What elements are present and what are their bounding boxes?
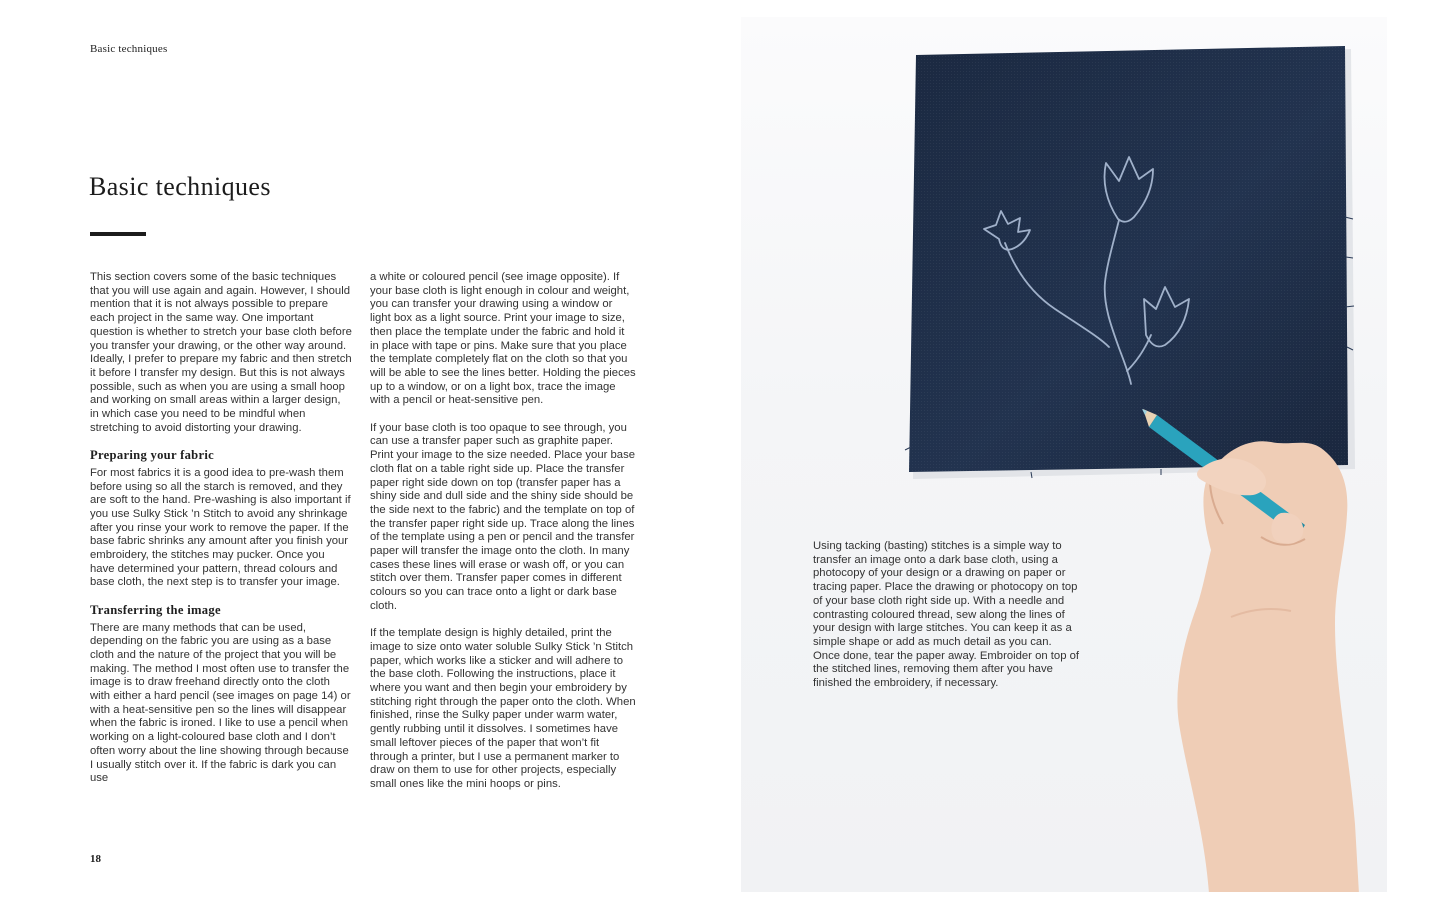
light-box-paragraph: a white or coloured pencil (see image opposite). If your base cloth is light enough in colour and weight, you can transfer your drawing using a window or light box as a light source. Print your image to size, then place the template under the fabric and hold it in place with tape or pins. Make sure that you place the template completely flat on the cloth so that you will be able to see the lines better. Holding the pieces up to a window, or on a light box, trace the image with a pencil or heat-sensitive pen. — [370, 271, 636, 407]
heading-transferring-image: Transferring the image — [90, 602, 221, 617]
intro-paragraph: This section covers some of the basic techniques that you will use again and again. However, I should mention that it is not always possible to prepare each project in the same way. One important question is whether to stretch your base cloth before you transfer your drawing, or the other way around. Ideally, I prefer to prepare my fabric and then stretch it before I transfer my design. But this is not always possible, such as when you are using a small hoop and working on small areas within a larger design, in which case you need to be mindful when stretching to avoid distorting your drawing. — [90, 271, 352, 434]
embroidery-transfer-photo — [741, 17, 1387, 892]
chapter-title: Basic techniques — [89, 172, 271, 201]
page-number: 18 — [90, 853, 101, 865]
photo-illustration — [741, 17, 1387, 892]
text-column-1 — [90, 271, 352, 800]
fabric-paragraph: For most fabrics it is a good idea to pre-wash them before using so all the starch is removed, and they are soft to the hand. Pre-washing is also important if you use Sulky Stick ’n Stitch to avoid any shrinkage after you rinse your work to remove the paper. If the base fabric shrinks any amount after you finish your embroidery, the stitches may pucker. Once you have determined your pattern, thread colours and base cloth, the next step is to transfer your image. — [90, 466, 351, 589]
title-rule — [90, 232, 146, 236]
photo-caption — [813, 540, 1081, 691]
cloth-texture — [909, 46, 1348, 472]
heading-preparing-fabric: Preparing your fabric — [90, 448, 215, 463]
transfer-paragraph: There are many methods that can be used, depending on the fabric you are using as a base cloth and the nature of the project that you will be making. The method I most often use to transfer the image is to draw freehand directly onto the cloth with either a hard pencil (see images on page 14) or with a heat-sensitive pen so the lines will disappear when the fabric is ironed. I like to use a pencil when working on a light-coloured base cloth and I don’t often worry about the line showing through because I usually stitch over it. If the fabric is dark you can use — [90, 621, 351, 785]
transfer-paper-paragraph: If your base cloth is too opaque to see through, you can use a transfer paper such as graphite paper. Print your image to the size needed. Place your base cloth flat on a table right side up. Place the transfer paper right side down on top (transfer paper has a shiny side and dull side and the shiny side should be the side next to the fabric) and the template on top of the transfer paper right side up. Trace along the lines of the template using a pen or pencil and the transfer paper will transfer the image onto the cloth. In many cases these lines will erase or wash off, or you can stitch over them. Transfer paper comes in different colours so you can trace onto a light or dark base cloth. — [370, 421, 636, 612]
stick-n-stitch-paragraph: If the template design is highly detailed, print the image to size onto water soluble Sulky Stick ’n Stitch paper, which works like a sticker and will adhere to the base cloth. Following the instructions, place it where you want and then begin your embroidery by stitching right through the paper onto the cloth. When finished, rinse the Sulky paper under warm water, gently rubbing until it dissolves. I sometimes have small leftover pieces of the paper that won’t fit through a printer, but I use a permanent marker to draw on them to use for other projects, especially small ones like the mini hoops or pins. — [370, 627, 636, 790]
caption-text: Using tacking (basting) stitches is a simple way to transfer an image onto a dark base cloth, using a photocopy of your design or a drawing on paper or tracing paper. Place the drawing or photocopy on top of your base cloth right side up. With a needle and contrasting coloured thread, sew along the lines of your design with large stitches. You can keep it as a simple shape or add as much detail as you can. Once done, tear the paper away. Embroider on top of the stitched lines, removing them after you have finished the embroidery, if necessary. — [813, 540, 1080, 690]
text-column-2 — [370, 271, 636, 805]
running-head: Basic techniques — [90, 43, 168, 55]
